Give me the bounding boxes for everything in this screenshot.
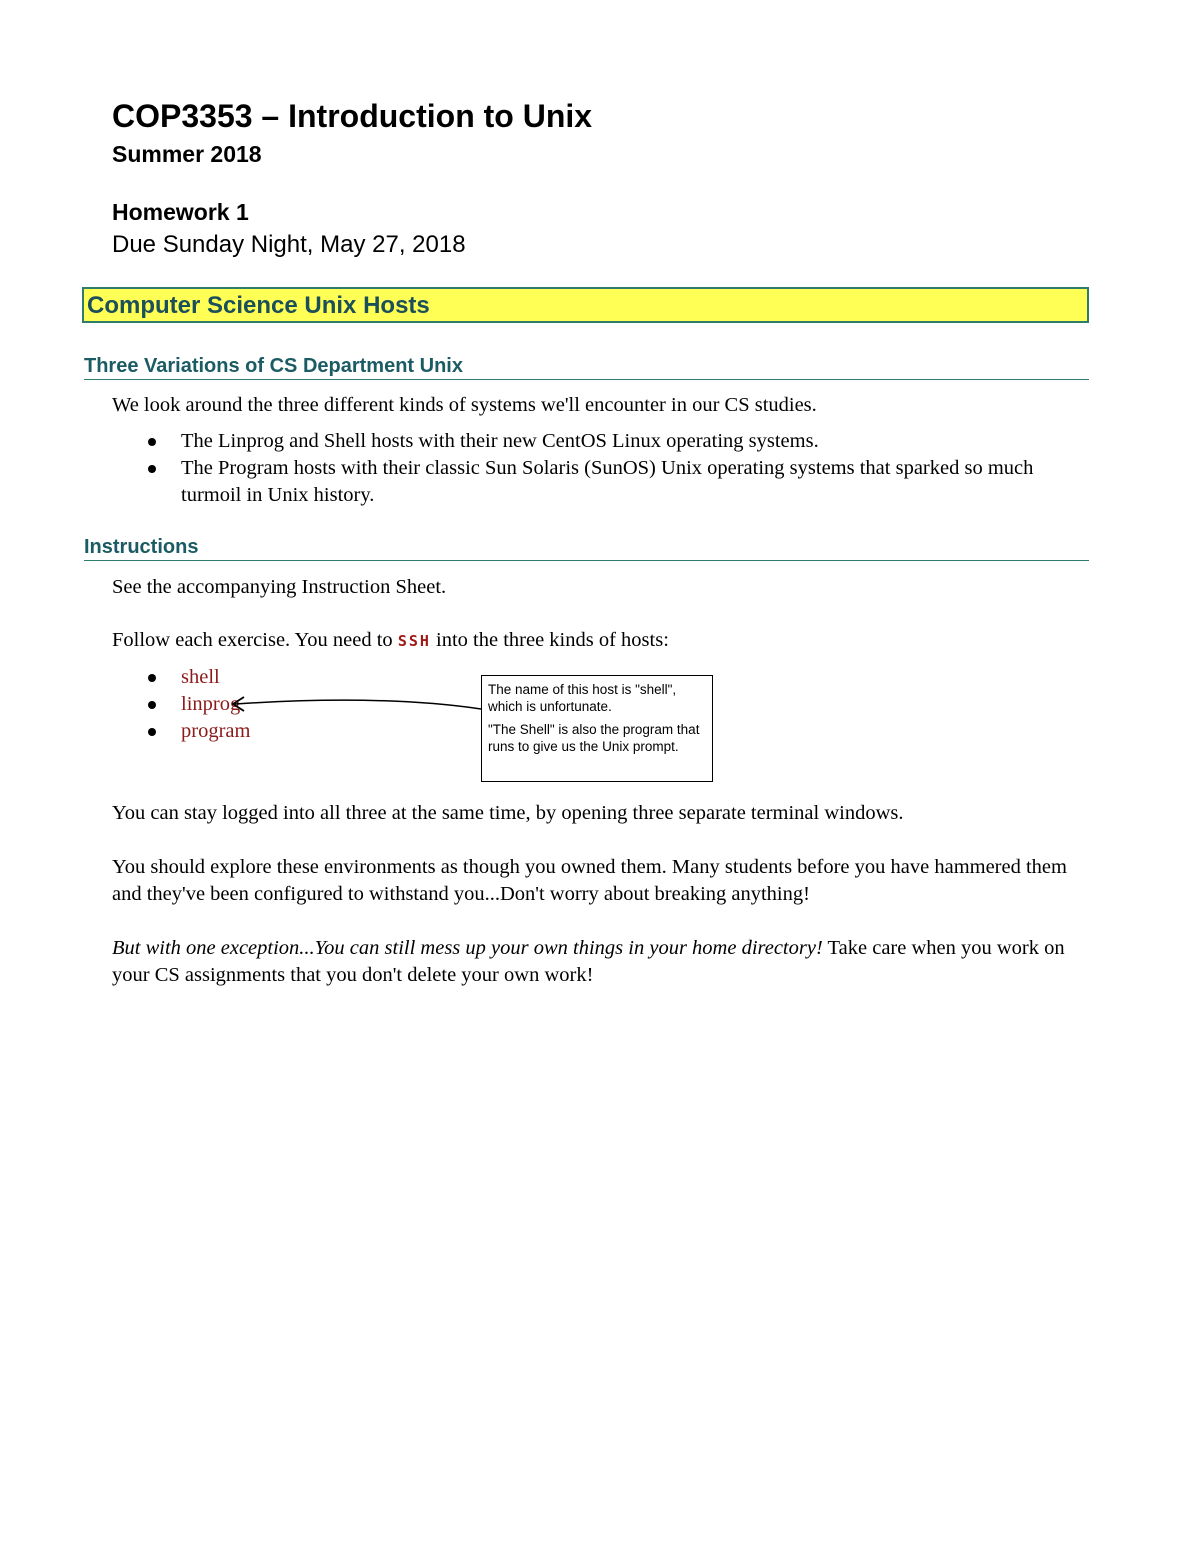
section-heading-instructions: Instructions [84, 536, 1089, 561]
stay-logged-text: You can stay logged into all three at the same time, by opening three separate terminal windows. [112, 802, 904, 824]
section-banner: Computer Science Unix Hosts [82, 287, 1089, 323]
variations-intro: We look around the three different kinds of systems we'll encounter in our CS studies. [112, 394, 817, 416]
explore-text: You should explore these environments as though you owned them. Many students before you have hammered them and they've been configured to withstand you...Don't worry about breaking anything! [112, 856, 1067, 905]
term-label: Summer 2018 [112, 141, 262, 167]
course-title: COP3353 – Introduction to Unix [112, 98, 593, 134]
variations-list [112, 428, 1092, 509]
callout-note [481, 675, 713, 782]
follow-suffix: into the three kinds of hosts: [430, 629, 669, 651]
list-item: The Program hosts with their classic Sun Solaris (SunOS) Unix operating systems that sparked so much turmoil in Unix history. [112, 455, 1092, 509]
due-date: Due Sunday Night, May 27, 2018 [112, 231, 466, 258]
host-name: program [181, 720, 251, 742]
ssh-command: SSH [397, 632, 431, 650]
exception-rest: Take care when you work on your CS assignments that you don't delete your own work! [112, 937, 1065, 986]
instruction-sheet-text: See the accompanying Instruction Sheet. [112, 576, 447, 598]
exception-italic: But with one exception...You can still mess up your own things in your home directory! [112, 937, 823, 959]
exception-text [112, 935, 1092, 989]
host-name: linprog [181, 693, 241, 715]
list-item: The Linprog and Shell hosts with their new CentOS Linux operating systems. [112, 428, 1092, 455]
follow-exercise-text [112, 627, 1092, 655]
callout-text-2: "The Shell" is also the program that runs to give us the Unix prompt. [488, 722, 700, 754]
homework-title: Homework 1 [112, 199, 249, 225]
section-heading-variations: Three Variations of CS Department Unix [84, 355, 1089, 380]
follow-prefix: Follow each exercise. You need to [112, 629, 398, 651]
host-name: shell [181, 666, 220, 688]
callout-text-1: The name of this host is "shell", which is unfortunate. [488, 682, 677, 714]
